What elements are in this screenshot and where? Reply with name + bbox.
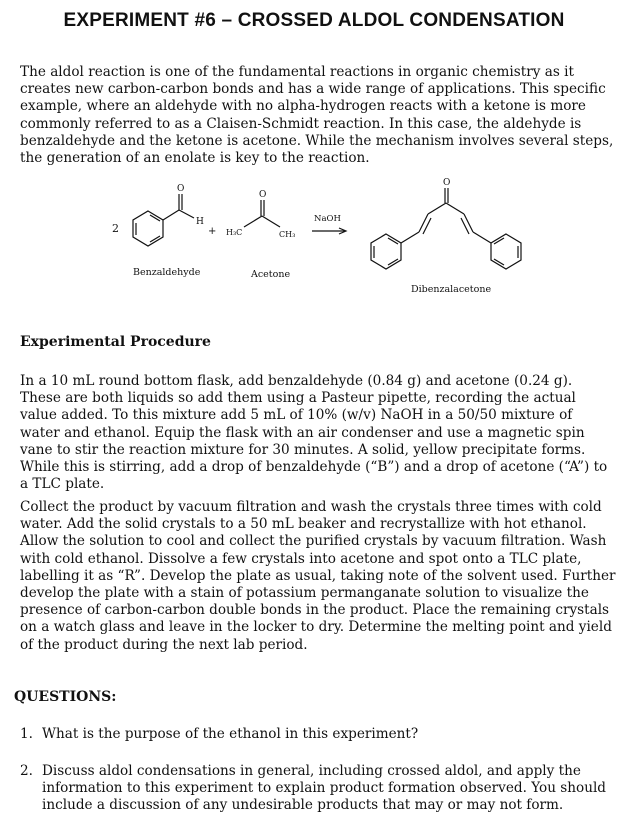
dibenzalacetone-structure	[371, 188, 521, 269]
question-item	[20, 763, 610, 815]
procedure-paragraph-2: Collect the product by vacuum filtration and wash the crystals three times with cold water. Add the solid crystals to a 50 mL beaker and recrystallize with hot ethanol. Allow the solution to cool and collect the purified crystals by vacuum filtration. Wash with cold ethanol. Dissolve a few crystals into acetone and spot onto a TLC plate, labelling it as “R”. Develop the plate as usual, taking note of the solvent used. Further develop the plate with a stain of potassium permanganate solution to visualize the presence of carbon-carbon double bonds in the product. Place the remaining crystals on a watch glass and leave in the locker to dry. Determine the melting point and yield of the product during the next lab period.	[20, 499, 616, 653]
acetone-label: Acetone	[251, 269, 291, 280]
benzaldehyde-label: Benzaldehyde	[133, 267, 201, 278]
benzaldehyde-structure	[133, 194, 194, 246]
question-text: What is the purpose of the ethanol in this experiment?	[42, 726, 419, 742]
atom-h-aldehyde: H	[196, 217, 204, 227]
questions-heading: QUESTIONS:	[14, 689, 117, 705]
procedure-paragraph-1: In a 10 mL round bottom flask, add benzaldehyde (0.84 g) and acetone (0.24 g). These are both liquids so add them using a Pasteur pipette, recording the actual value added. To this mixture add 5 mL of 10% (w/v) NaOH in a 50/50 mixture of water and ethanol. Equip the flask with an air condenser and use a magnetic spin vane to stir the reaction mixture for 30 minutes. A solid, yellow precipitate forms. While this is stirring, add a drop of benzaldehyde (“B”) and a drop of acetone (“A”) to a TLC plate.	[20, 373, 608, 493]
atom-h3c: H₃C	[226, 228, 243, 237]
question-number: 2.	[20, 763, 33, 779]
atom-o-acetone: O	[259, 190, 267, 200]
reaction-arrow	[312, 228, 346, 234]
question-item	[20, 726, 610, 743]
dibenzalacetone-label: Dibenzalacetone	[411, 284, 492, 295]
coefficient-2: 2	[112, 222, 119, 235]
atom-o-benzaldehyde: O	[177, 184, 185, 194]
intro-paragraph: The aldol reaction is one of the fundamental reactions in organic chemistry as it creates new carbon-carbon bonds and has a wide range of applications. This specific example, where an aldehyde with no alpha-hydrogen reacts with a ketone is more commonly referred to as a Claisen-Schmidt reaction. In this case, the aldehyde is benzaldehyde and the ketone is acetone. While the mechanism involves several steps, the generation of an enolate is key to the reaction.	[20, 64, 614, 167]
acetone-structure	[244, 200, 280, 227]
reaction-scheme	[0, 178, 628, 308]
question-number: 1.	[20, 726, 33, 742]
procedure-heading: Experimental Procedure	[20, 334, 211, 350]
plus-sign: +	[208, 226, 217, 237]
atom-o-product: O	[443, 178, 451, 188]
atom-ch3: CH₃	[279, 230, 296, 239]
reagent-naoh: NaOH	[314, 214, 341, 224]
question-text: Discuss aldol condensations in general, including crossed aldol, and apply the information to this experiment to explain product formation observed. You should include a discussion of any undesirable products that may or may not form.	[42, 763, 607, 814]
page-title: EXPERIMENT #6 – CROSSED ALDOL CONDENSATION	[63, 10, 565, 31]
